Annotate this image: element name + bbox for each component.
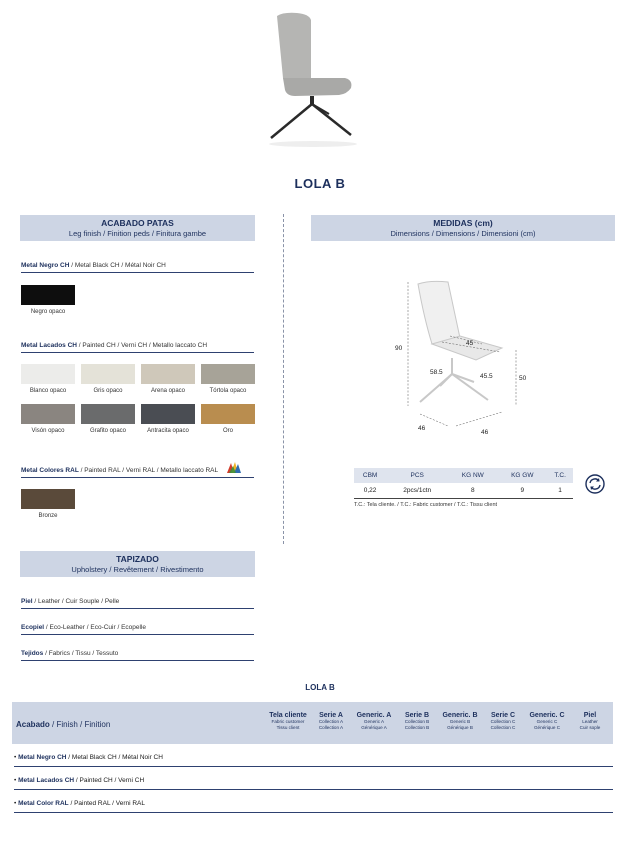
swatch-label: Negro opaco <box>30 309 66 315</box>
col-kg-nw: KG NW <box>448 468 497 483</box>
packaging-header-row <box>354 468 573 483</box>
price-row-lacados: • Metal Lacados CH / Painted CH / Verni CH <box>14 777 613 790</box>
product-title: LOLA B <box>294 176 346 191</box>
group-name: Metal Colores RAL <box>21 467 79 474</box>
swatch-label: Blanco opaco <box>29 388 67 394</box>
dim-depth: 45 <box>466 340 474 347</box>
dimensions-header <box>311 215 615 241</box>
col-cbm: CBM <box>354 468 386 483</box>
col-kg-gw: KG GW <box>497 468 547 483</box>
row-rest: / Metal Black CH / Métal Noir CH <box>66 754 163 761</box>
swatch-label: Visón opaco <box>31 428 65 434</box>
dimensions-subtitle: Dimensions / Dimensions / Dimensioni (cm) <box>390 229 536 238</box>
swatch-label: Gris opaco <box>93 388 123 394</box>
col-pcs: PCS <box>386 468 448 483</box>
swatch-color <box>141 404 195 424</box>
dimension-drawing <box>390 278 540 438</box>
item-rest: / Leather / Cuir Souple / Pelle <box>32 598 120 605</box>
dim-base-b: 46 <box>481 429 489 436</box>
packaging-table <box>354 468 573 499</box>
col-name: Serie A <box>319 712 343 719</box>
leg-finish-subtitle: Leg finish / Finition peds / Finitura gambe <box>68 229 207 238</box>
ral-palette-icon <box>226 461 242 474</box>
swatch-label: Tórtola opaco <box>209 388 247 394</box>
upholstery-item-tejidos <box>21 650 254 661</box>
swatch-arena-opaco[interactable] <box>141 364 195 394</box>
upholstery-title: TAPIZADO <box>116 554 159 564</box>
item-rest: / Eco-Leather / Eco-Cuir / Ecopelle <box>44 624 147 631</box>
group-metal-negro <box>21 262 254 273</box>
cell-pcs: 2pcs/1ctn <box>386 483 448 499</box>
packaging-row <box>354 483 573 499</box>
col-sub: Collection C <box>490 719 516 724</box>
col-sub: Generic B <box>449 719 471 724</box>
col-sub: Fabric customer <box>271 719 305 724</box>
cell-cbm: 0,22 <box>354 483 386 499</box>
dim-height: 90 <box>395 345 403 352</box>
item-rest: / Fabrics / Tissu / Tessuto <box>43 650 119 657</box>
col-piel <box>569 712 611 731</box>
swatch-color <box>21 285 75 305</box>
price-table-title: LOLA B <box>305 683 335 692</box>
swivel-icon <box>585 474 605 494</box>
col-sub: Cuir sople <box>579 725 601 730</box>
col-sub: Collection C <box>490 725 516 730</box>
col-serie-c <box>482 712 524 731</box>
col-sub: Generic C <box>536 719 558 724</box>
group-name: Metal Negro CH <box>21 262 70 269</box>
item-name: Ecopiel <box>21 624 45 631</box>
item-name: Tejidos <box>21 650 44 657</box>
swatch-gris-opaco[interactable] <box>81 364 135 394</box>
upholstery-item-ecopiel <box>21 624 254 635</box>
col-sub: Tissu client <box>276 725 300 730</box>
col-sub: Collection A <box>318 719 344 724</box>
swatch-color <box>81 364 135 384</box>
swatch-color <box>21 404 75 424</box>
col-generic-a <box>353 712 395 731</box>
finish-rest: / Finish / Finition <box>49 720 111 729</box>
col-sub: Generic A <box>363 719 385 724</box>
col-sub: Collection B <box>404 725 430 730</box>
swatch-color <box>201 364 255 384</box>
upholstery-header <box>20 551 255 577</box>
col-sub: Générique A <box>361 725 387 730</box>
col-generic-c <box>526 712 568 731</box>
price-table-header <box>12 702 613 744</box>
swatch-grafito-opaco[interactable] <box>81 404 135 434</box>
swatch-bronze[interactable] <box>21 489 75 519</box>
col-name: Serie B <box>404 712 430 719</box>
price-row-ral: • Metal Color RAL / Painted RAL / Verni RAL <box>14 800 613 813</box>
row-name: Metal Lacados CH <box>18 777 75 784</box>
row-rest: / Painted CH / Verni CH <box>74 777 145 784</box>
dim-base-a: 46 <box>418 425 426 432</box>
cell-tc: 1 <box>547 483 573 499</box>
col-name: Piel <box>583 712 597 719</box>
swatch-negro-opaco[interactable] <box>21 285 75 315</box>
tc-note: T.C.: Tela cliente. / T.C.: Fabric customer / T.C.: Tissu client <box>354 502 498 508</box>
swatch-color <box>21 364 75 384</box>
col-name: Generic. C <box>529 712 565 719</box>
swatch-label: Oro <box>222 428 233 434</box>
upholstery-subtitle: Upholstery / Revêtement / Rivestimento <box>71 565 204 574</box>
column-divider <box>283 214 284 544</box>
swatch-color <box>201 404 255 424</box>
swatch-label: Grafito opaco <box>89 428 127 434</box>
cell-kg-nw: 8 <box>448 483 497 499</box>
price-row-negro: • Metal Negro CH / Metal Black CH / Métal Noir CH <box>14 754 613 767</box>
cell-kg-gw: 9 <box>497 483 547 499</box>
swatch-tortola-opaco[interactable] <box>201 364 255 394</box>
swatch-blanco-opaco[interactable] <box>21 364 75 394</box>
swatch-antracita-opaco[interactable] <box>141 404 195 434</box>
item-name: Piel <box>21 598 33 605</box>
swatch-label: Antracita opaco <box>147 428 189 434</box>
row-rest: / Painted RAL / Verni RAL <box>68 800 146 807</box>
row-name: Metal Color RAL <box>18 800 69 807</box>
group-metal-lacados <box>21 342 254 353</box>
col-sub: Leather <box>582 719 598 724</box>
col-name: Tela cliente <box>269 712 307 719</box>
col-name: Generic. B <box>442 712 478 719</box>
col-name: Serie C <box>490 712 516 719</box>
swatch-label: Arena opaco <box>150 388 186 394</box>
finish-label: Acabado <box>16 720 50 729</box>
row-name: Metal Negro CH <box>18 754 67 761</box>
swatch-vison-opaco[interactable] <box>21 404 75 434</box>
col-tc: T.C. <box>547 468 573 483</box>
col-sub: Collection B <box>404 719 430 724</box>
swatch-color <box>141 364 195 384</box>
col-sub: Générique B <box>447 725 473 730</box>
finish-column-label <box>16 720 110 729</box>
group-name: Metal Lacados CH <box>21 342 77 349</box>
dim-seat-height: 50 <box>519 375 527 382</box>
col-name: Generic. A <box>356 712 392 719</box>
col-serie-b <box>396 712 438 731</box>
leg-finish-header <box>20 215 255 241</box>
col-tela-cliente <box>267 712 309 731</box>
group-rest: / Painted RAL / Verni RAL / Metallo laccato RAL <box>78 467 219 474</box>
swatch-oro[interactable] <box>201 404 255 434</box>
group-rest: / Painted CH / Verni CH / Metallo laccato CH <box>77 342 208 349</box>
col-sub: Collection A <box>318 725 344 730</box>
group-metal-ral <box>21 467 254 478</box>
group-rest: / Metal Black CH / Métal Noir CH <box>69 262 166 269</box>
swatch-label: Bronze <box>38 513 58 519</box>
col-serie-a <box>310 712 352 731</box>
leg-finish-title: ACABADO PATAS <box>101 218 174 228</box>
swatch-color <box>21 489 75 509</box>
dimensions-title: MEDIDAS (cm) <box>433 218 493 228</box>
upholstery-item-piel <box>21 598 254 609</box>
col-generic-b <box>439 712 481 731</box>
col-sub: Générique C <box>533 725 561 730</box>
dim-depth2: 45.5 <box>480 373 493 380</box>
chair-photo <box>255 8 375 148</box>
swatch-color <box>81 404 135 424</box>
dim-width: 58.5 <box>430 369 443 376</box>
